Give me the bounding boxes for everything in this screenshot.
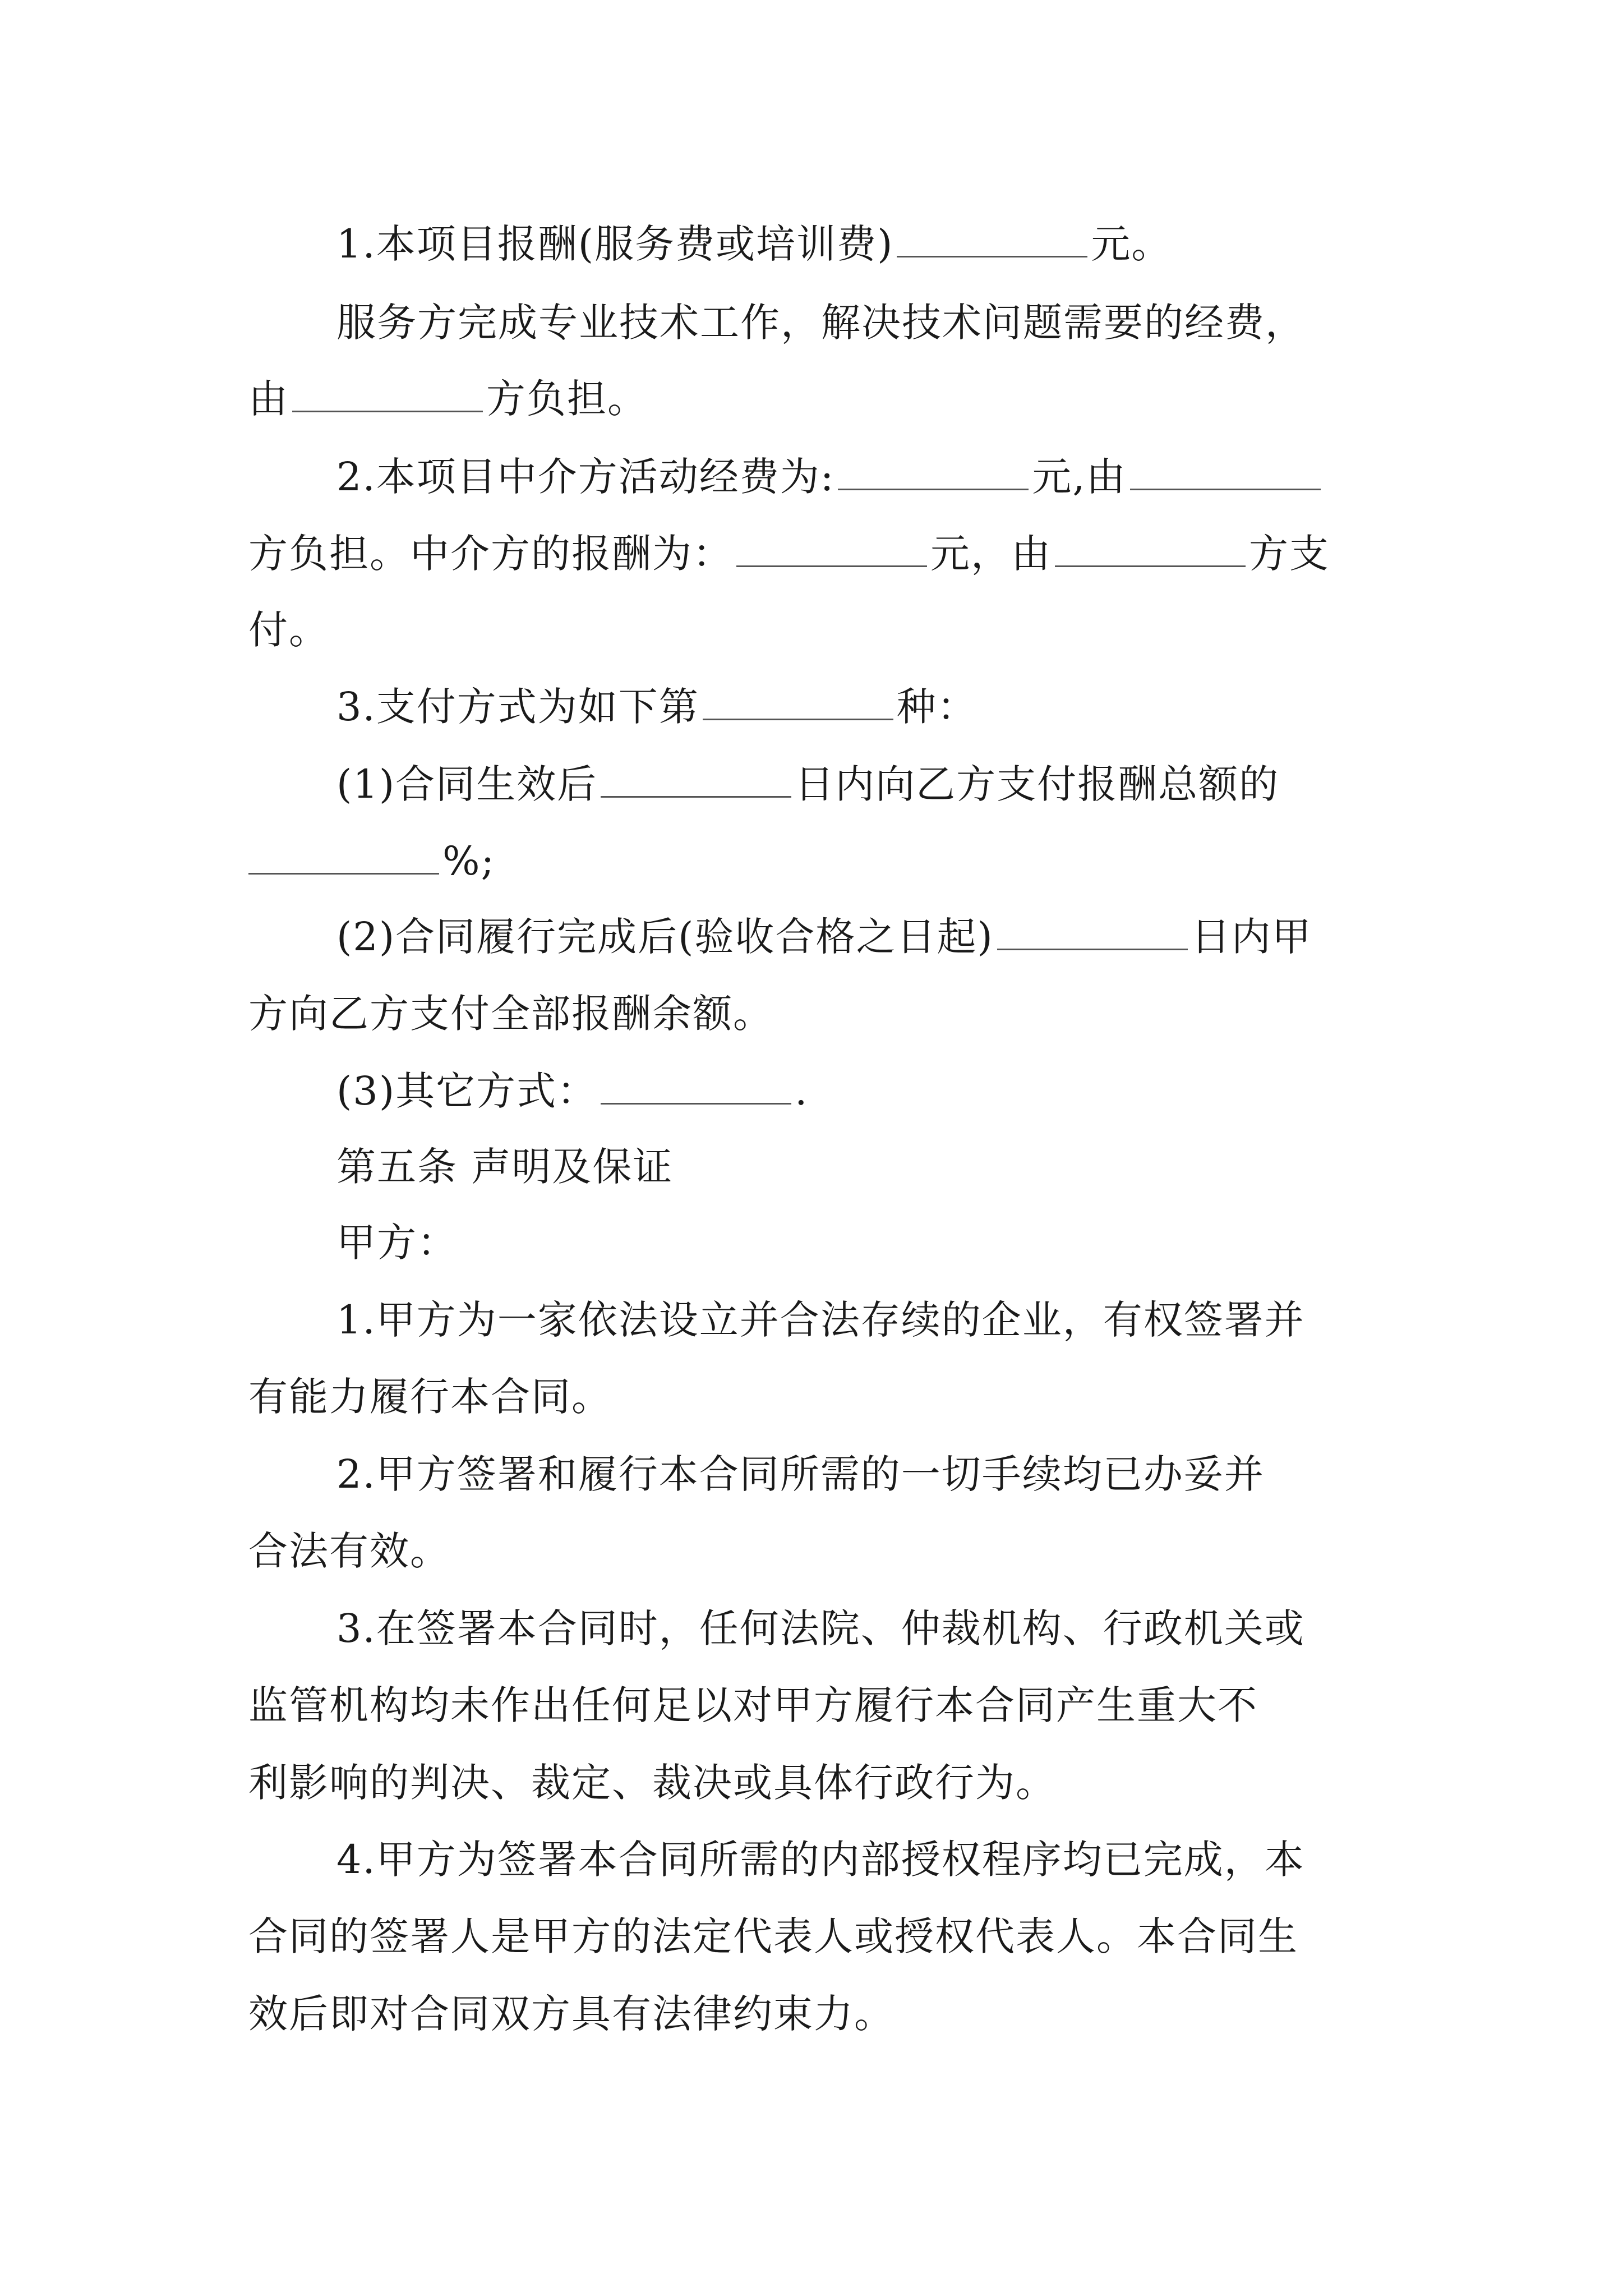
text-segment: . <box>795 1068 809 1114</box>
text-segment: (2)合同履行完成后(验收合格之日起) <box>336 914 994 960</box>
text-segment: 种： <box>896 684 978 730</box>
text-segment: 有能力履行本合同。 <box>248 1374 612 1420</box>
section-heading <box>336 1136 1390 1198</box>
text-segment: 监管机构均未作出任何足以对甲方履行本合同产生重大不 <box>248 1682 1258 1728</box>
paragraph-line <box>336 1598 1390 1659</box>
text-segment: 效后即对合同双方具有法律约束力。 <box>248 1991 895 2037</box>
paragraph-line <box>248 1520 1390 1582</box>
text-segment: 方负担。中介方的报酬为： <box>248 531 733 577</box>
fill-in-blank[interactable] <box>897 221 1087 257</box>
fill-in-blank[interactable] <box>292 376 483 412</box>
paragraph-line <box>336 676 1390 738</box>
paragraph-line <box>336 213 1390 275</box>
paragraph-line <box>336 1829 1390 1890</box>
fill-in-blank[interactable] <box>736 531 927 567</box>
paragraph-line <box>248 1906 1390 1967</box>
text-segment: 1.本项目报酬(服务费或培训费) <box>336 221 894 267</box>
fill-in-blank[interactable] <box>703 684 893 720</box>
text-segment: 合同的签署人是甲方的法定代表人或授权代表人。本合同生 <box>248 1913 1298 1959</box>
fill-in-blank[interactable] <box>838 454 1029 490</box>
text-segment: 4.甲方为签署本合同所需的内部授权程序均已完成，本 <box>336 1837 1305 1883</box>
text-segment: 3.支付方式为如下第 <box>336 684 699 730</box>
text-segment: 第五条 声明及保证 <box>336 1144 674 1190</box>
text-segment: 元。 <box>1091 221 1172 267</box>
paragraph-line <box>336 292 1390 353</box>
paragraph-line <box>248 1366 1390 1428</box>
paragraph-line <box>336 1289 1390 1351</box>
paragraph-line <box>248 830 1390 892</box>
fill-in-blank[interactable] <box>601 761 791 798</box>
party-label <box>336 1212 1390 1273</box>
text-segment: 利影响的判决、裁定、裁决或具体行政行为。 <box>248 1760 1056 1806</box>
paragraph-line <box>248 1674 1390 1736</box>
paragraph-line <box>248 368 1390 430</box>
text-segment: 由 <box>248 376 289 422</box>
text-segment: 1.甲方为一家依法设立并合法存续的企业，有权签署并 <box>336 1297 1305 1343</box>
text-segment: 元,由 <box>1032 454 1127 500</box>
text-segment: 日内甲 <box>1191 914 1312 960</box>
paragraph-line <box>336 906 1390 968</box>
text-segment: 方负担。 <box>486 376 648 422</box>
paragraph-line <box>336 1443 1390 1505</box>
paragraph-line <box>248 599 1390 661</box>
text-segment: %; <box>442 838 496 884</box>
text-segment: (1)合同生效后 <box>336 761 598 807</box>
text-segment: 服务方完成专业技术工作，解决技术问题需要的经费， <box>336 300 1306 346</box>
paragraph-line <box>336 1060 1390 1122</box>
text-segment: 方向乙方支付全部报酬余额。 <box>248 991 773 1037</box>
text-segment: 2.本项目中介方活动经费为: <box>336 454 835 500</box>
fill-in-blank[interactable] <box>601 1068 791 1105</box>
fill-in-blank[interactable] <box>1055 531 1246 567</box>
text-segment: 2.甲方签署和履行本合同所需的一切手续均已办妥并 <box>336 1451 1265 1497</box>
fill-in-blank[interactable] <box>248 838 439 875</box>
text-segment: 方支 <box>1249 531 1330 577</box>
text-segment: 日内向乙方支付报酬总额的 <box>795 761 1280 807</box>
fill-in-blank[interactable] <box>997 914 1188 950</box>
text-segment: 合法有效。 <box>248 1528 450 1574</box>
fill-in-blank[interactable] <box>1130 454 1321 490</box>
text-segment: 3.在签署本合同时，任何法院、仲裁机构、行政机关或 <box>336 1605 1305 1651</box>
text-segment: (3)其它方式： <box>336 1068 598 1114</box>
paragraph-line <box>248 523 1390 585</box>
paragraph-line <box>336 753 1390 815</box>
paragraph-line <box>248 983 1390 1045</box>
paragraph-line <box>336 446 1390 508</box>
text-segment: 付。 <box>248 607 329 653</box>
paragraph-line <box>248 1983 1390 2045</box>
paragraph-line <box>248 1752 1390 1814</box>
text-segment: 甲方： <box>336 1220 458 1266</box>
text-segment: 元，由 <box>930 531 1052 577</box>
